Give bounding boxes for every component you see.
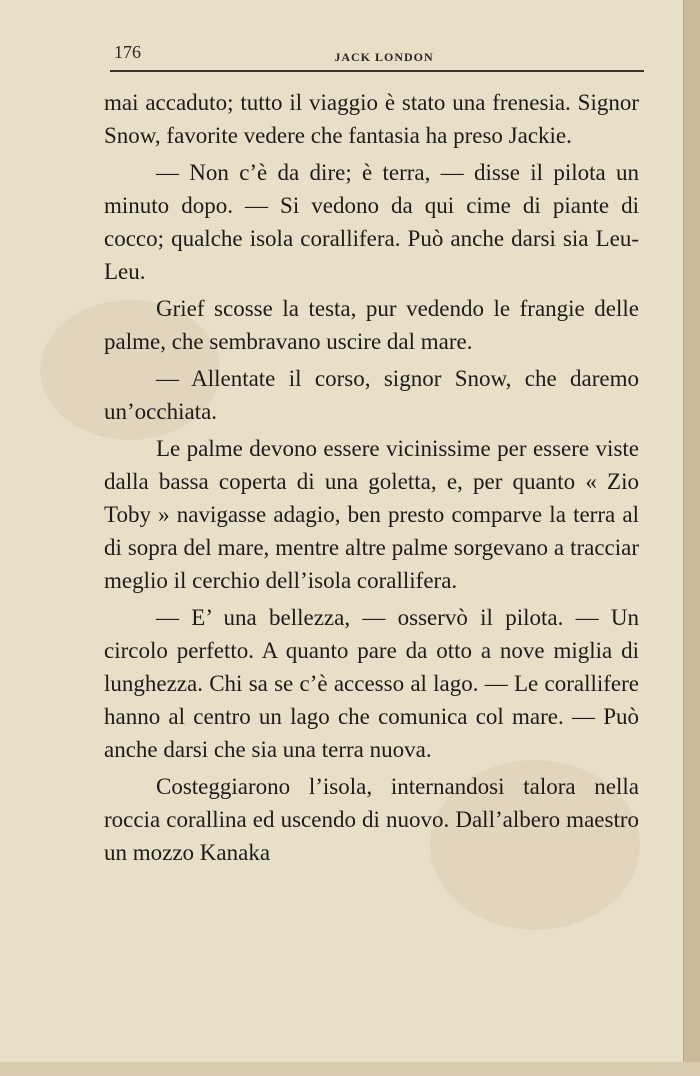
paragraph: — Non c’è da dire; è terra, — disse il pilota un minuto dopo. — Si vedono da qui cime di piante di cocco; qualche isola corallifera. Può anche darsi sia Leu-Leu. (104, 160, 639, 284)
page-header (104, 40, 644, 74)
paragraph: — E’ una bellezza, — osservò il pilota. — Un circolo perfetto. A quanto pare da otto a nove miglia di lunghezza. Chi sa se c’è accesso al lago. — Le corallifere hanno al centro un lago che comunica col mare. — Può anche darsi che sia una terra nuova. (104, 605, 639, 762)
running-head: JACK LONDON (334, 50, 434, 64)
body-text (104, 86, 639, 873)
paragraph: — Allentate il corso, signor Snow, che daremo un’occhiata. (104, 366, 639, 424)
paragraph: mai accaduto; tutto il viaggio è stato una frenesia. Signor Snow, favorite vedere che fantasia ha preso Jackie. (104, 90, 639, 148)
paragraph: Grief scosse la testa, pur vedendo le frangie delle palme, che sembravano uscire dal mare. (104, 296, 639, 354)
page-number: 176 (114, 42, 141, 62)
paragraph: Le palme devono essere vicinissime per essere viste dalla bassa coperta di una goletta, e, per quanto « Zio Toby » navigasse adagio, ben presto comparve la terra al di sopra del mare, mentre altre palme sorgevano a tracciar meglio il cerchio dell’isola corallifera. (104, 436, 639, 593)
paragraph: Costeggiarono l’isola, internandosi talora nella roccia corallina ed uscendo di nuovo. Dall’albero maestro un mozzo Kanaka (104, 774, 639, 865)
header-rule (110, 70, 644, 72)
page-bottom-edge (0, 1062, 700, 1076)
page-edge (683, 0, 700, 1076)
